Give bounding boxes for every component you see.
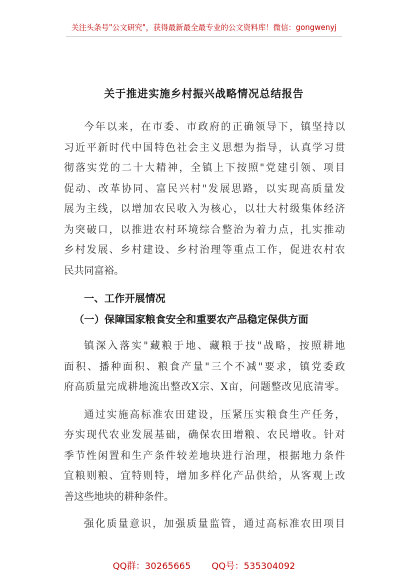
footer-qq-group: QQ群：30265665 — [112, 562, 191, 572]
text-line: 宜粮则粮、宜特则特，增加多样化产品供给，从客观上改 — [64, 471, 345, 482]
text-line: 为突破口，以推进农村环境综合整治为着力点，扎实推动 — [64, 224, 345, 236]
footer-contact — [0, 559, 408, 572]
header-divider — [66, 36, 342, 37]
paragraph-farmland — [64, 337, 345, 399]
header-note: 关注头条号"公文研究"，获得最新最全最专业的公文资料库！微信：gongwenyj — [71, 23, 337, 32]
text-line: 乡村发展、乡村建设、乡村治理等重点工作，促进农村农 — [64, 245, 345, 256]
paragraph-high-standard-farmland — [64, 406, 345, 509]
text-line: 民共同富裕。 — [64, 265, 124, 277]
section-heading: 一、工作开展情况 — [84, 293, 166, 305]
text-line: 善这些地块的耕种条件。 — [64, 491, 174, 503]
text-line: 通过实施高标准农田建设，压紧压实粮食生产任务， — [84, 409, 345, 421]
footer-qq-number: QQ号：535304092 — [211, 562, 296, 572]
document-body — [64, 118, 345, 536]
text-line: 展为主线，以增加农民收入为核心，以壮大村级集体经济 — [64, 204, 345, 215]
intro-paragraph — [64, 118, 345, 282]
document-title: 关于推进实施乡村振兴战略情况总结报告 — [104, 88, 304, 100]
text-line: 今年以来，在市委、市政府的正确领导下，镇坚持以 — [84, 122, 345, 133]
text-line: 季节性闲置和生产条件较差地块进行治理，根据地力条件 — [64, 450, 345, 462]
subsection-heading: （一）保障国家粮食安全和重要农产品稳定保供方面 — [74, 313, 309, 326]
text-line: 彻落实党的二十大精神，全镇上下按照"党建引领、项目 — [64, 163, 345, 174]
text-line: 习近平新时代中国特色社会主义思想为指导，认真学习贯 — [64, 142, 345, 154]
text-line: 镇深入落实"藏粮于地、藏粮于技"战略，按照耕地 — [84, 341, 345, 352]
paragraph-quality — [64, 515, 345, 536]
text-line: 面积、播种面积、粮食产量"三个不减"要求，镇党委政 — [64, 361, 345, 373]
text-line: 府高质量完成耕地流出整改X宗、X亩，问题整改见底清零。 — [64, 382, 345, 393]
text-line: 夯实现代农业发展基础，确保农田增粮、农民增收。针对 — [64, 430, 345, 441]
text-line: 促动、改革协同、富民兴村"发展思路，以实现高质量发 — [64, 183, 345, 195]
text-line: 强化质量意识，加强质量监管，通过高标准农田项目 — [84, 519, 345, 530]
